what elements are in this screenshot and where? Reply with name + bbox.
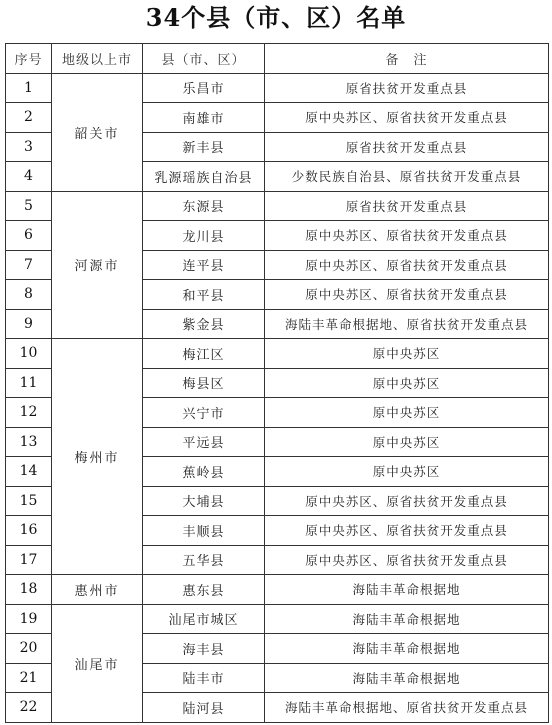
city-cell: 韶关市 (52, 73, 143, 191)
county-cell: 紫金县 (143, 309, 265, 339)
note-cell: 海陆丰革命根据地 (265, 604, 549, 634)
county-cell: 南雄市 (143, 103, 265, 133)
row-number: 15 (6, 486, 52, 516)
row-number: 18 (6, 575, 52, 605)
note-cell: 原中央苏区、原省扶贫开发重点县 (265, 250, 549, 280)
header-note: 备 注 (265, 44, 549, 74)
note-cell: 原中央苏区、原省扶贫开发重点县 (265, 280, 549, 310)
note-cell: 原省扶贫开发重点县 (265, 191, 549, 221)
note-cell: 原中央苏区 (265, 427, 549, 457)
note-cell: 原中央苏区 (265, 368, 549, 398)
note-cell: 海陆丰革命根据地 (265, 634, 549, 664)
note-cell: 原中央苏区 (265, 457, 549, 487)
city-cell: 惠州市 (52, 575, 143, 605)
table-row (6, 575, 549, 605)
row-number: 22 (6, 693, 52, 723)
row-number: 2 (6, 103, 52, 133)
row-number: 5 (6, 191, 52, 221)
row-number: 3 (6, 132, 52, 162)
city-cell: 梅州市 (52, 339, 143, 575)
note-cell: 原中央苏区、原省扶贫开发重点县 (265, 221, 549, 251)
note-cell: 原中央苏区 (265, 339, 549, 369)
county-cell: 丰顺县 (143, 516, 265, 546)
note-cell: 少数民族自治县、原省扶贫开发重点县 (265, 162, 549, 192)
county-cell: 梅县区 (143, 368, 265, 398)
city-cell: 汕尾市 (52, 604, 143, 722)
row-number: 16 (6, 516, 52, 546)
note-cell: 海陆丰革命根据地、原省扶贫开发重点县 (265, 693, 549, 723)
table-row (6, 339, 549, 369)
row-number: 9 (6, 309, 52, 339)
note-cell: 原中央苏区、原省扶贫开发重点县 (265, 545, 549, 575)
table-header-row (6, 44, 549, 74)
note-cell: 海陆丰革命根据地 (265, 663, 549, 693)
county-cell: 陆河县 (143, 693, 265, 723)
note-cell: 原中央苏区、原省扶贫开发重点县 (265, 486, 549, 516)
header-county: 县（市、区） (143, 44, 265, 74)
row-number: 10 (6, 339, 52, 369)
table-row (6, 73, 549, 103)
row-number: 7 (6, 250, 52, 280)
row-number: 14 (6, 457, 52, 487)
row-number: 4 (6, 162, 52, 192)
county-cell: 乐昌市 (143, 73, 265, 103)
county-cell: 海丰县 (143, 634, 265, 664)
row-number: 13 (6, 427, 52, 457)
row-number: 8 (6, 280, 52, 310)
county-cell: 乳源瑶族自治县 (143, 162, 265, 192)
county-list-table (5, 43, 549, 723)
note-cell: 海陆丰革命根据地 (265, 575, 549, 605)
header-seq: 序号 (6, 44, 52, 74)
county-cell: 连平县 (143, 250, 265, 280)
row-number: 19 (6, 604, 52, 634)
table-row (6, 604, 549, 634)
county-cell: 兴宁市 (143, 398, 265, 428)
county-cell: 平远县 (143, 427, 265, 457)
county-cell: 龙川县 (143, 221, 265, 251)
county-cell: 汕尾市城区 (143, 604, 265, 634)
note-cell: 原中央苏区、原省扶贫开发重点县 (265, 103, 549, 133)
row-number: 1 (6, 73, 52, 103)
row-number: 6 (6, 221, 52, 251)
row-number: 21 (6, 663, 52, 693)
county-cell: 惠东县 (143, 575, 265, 605)
row-number: 11 (6, 368, 52, 398)
page-title: 34个县（市、区）名单 (145, 3, 407, 32)
note-cell: 原省扶贫开发重点县 (265, 132, 549, 162)
county-cell: 蕉岭县 (143, 457, 265, 487)
county-cell: 东源县 (143, 191, 265, 221)
county-cell: 五华县 (143, 545, 265, 575)
note-cell: 原中央苏区、原省扶贫开发重点县 (265, 516, 549, 546)
note-cell: 原省扶贫开发重点县 (265, 73, 549, 103)
county-cell: 新丰县 (143, 132, 265, 162)
county-cell: 梅江区 (143, 339, 265, 369)
table-row (6, 191, 549, 221)
county-cell: 陆丰市 (143, 663, 265, 693)
note-cell: 海陆丰革命根据地、原省扶贫开发重点县 (265, 309, 549, 339)
header-city: 地级以上市 (52, 44, 143, 74)
county-cell: 大埔县 (143, 486, 265, 516)
row-number: 17 (6, 545, 52, 575)
row-number: 12 (6, 398, 52, 428)
county-cell: 和平县 (143, 280, 265, 310)
city-cell: 河源市 (52, 191, 143, 339)
row-number: 20 (6, 634, 52, 664)
note-cell: 原中央苏区 (265, 398, 549, 428)
